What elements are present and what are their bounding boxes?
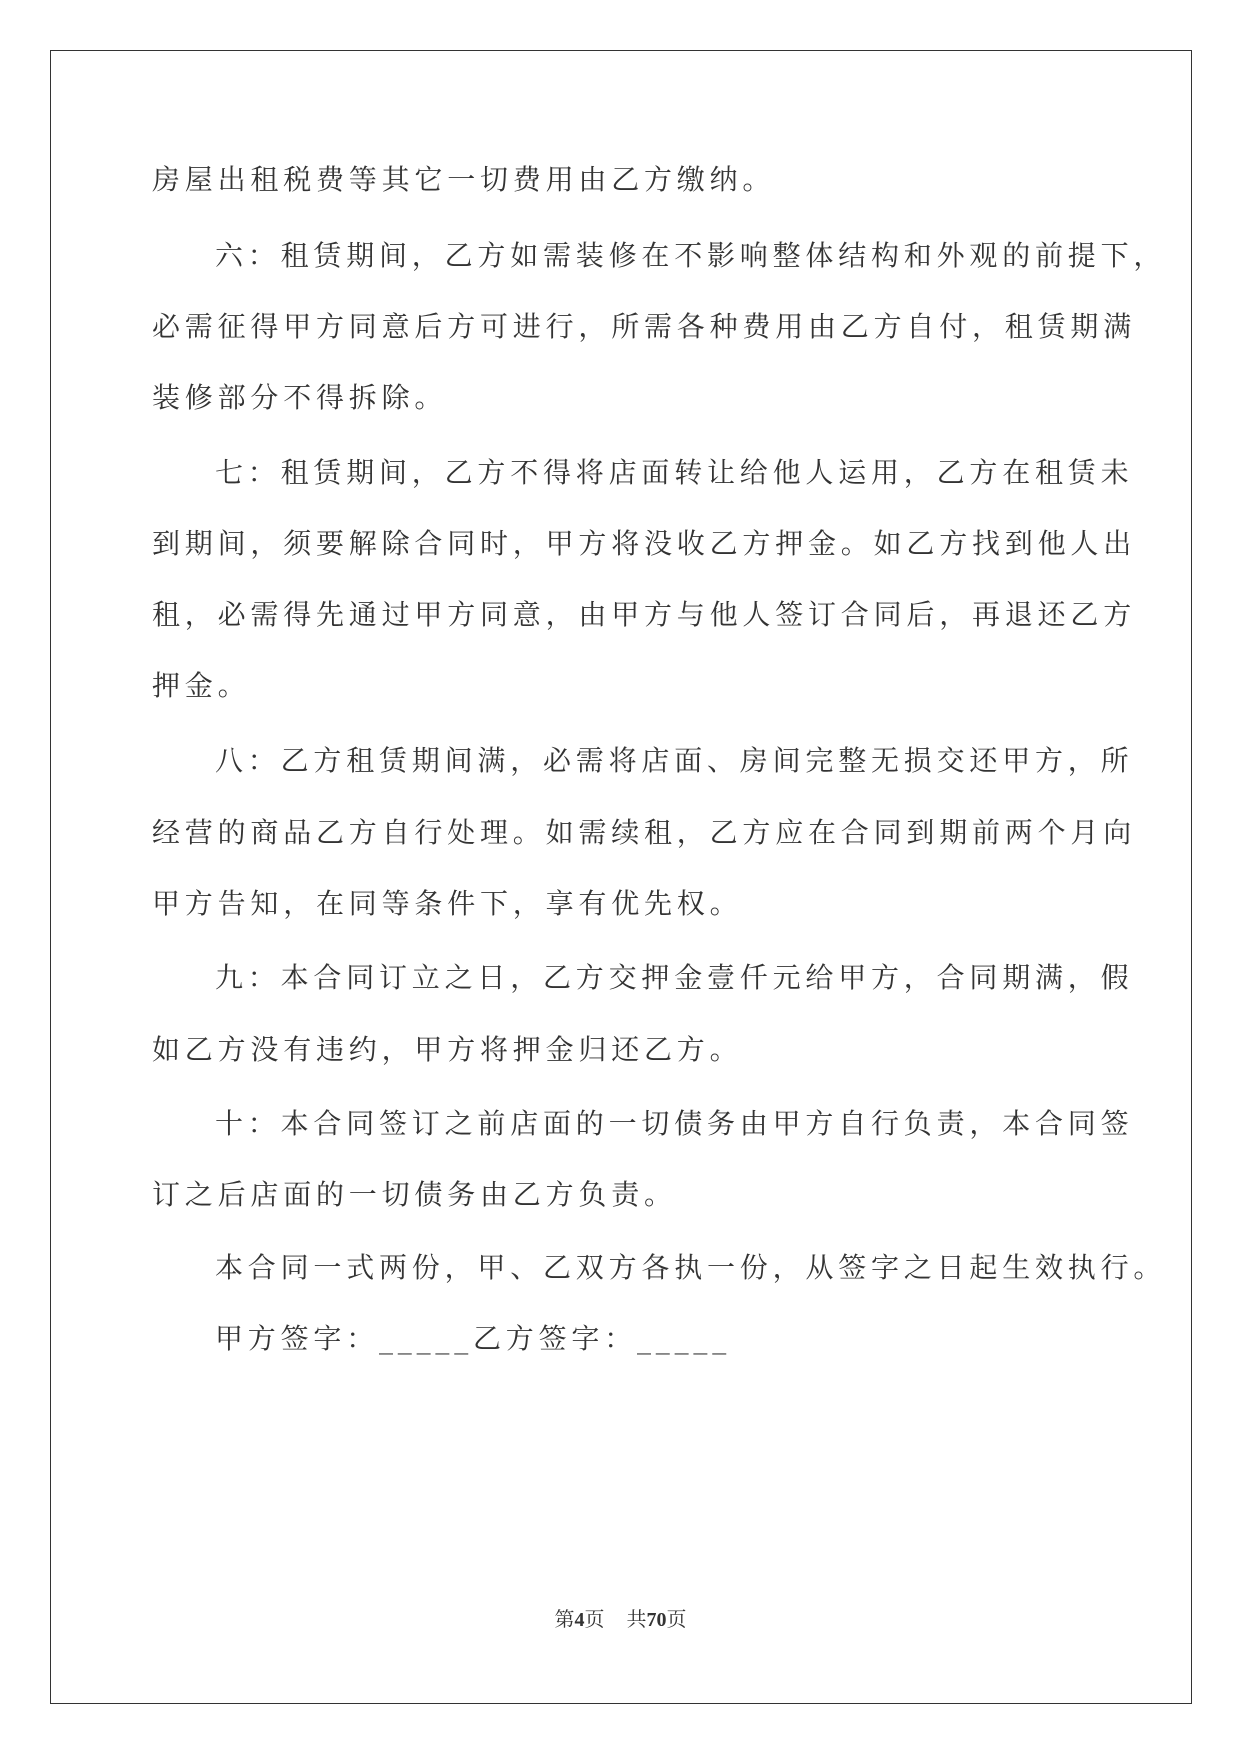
copies-statement: 本合同一式两份，甲、乙双方各执一份，从签字之日起生效执行。 (215, 1251, 1167, 1284)
paragraph-line: 房屋出租税费等其它一切费用由乙方缴纳。 (152, 163, 776, 196)
page-suffix: 页 (584, 1609, 605, 1631)
paragraph-line: 经营的商品乙方自行处理。如需续租，乙方应在合同到期前两个月向 (152, 816, 1137, 849)
paragraph-line: 租，必需得先通过甲方同意，由甲方与他人签订合同后，再退还乙方 (152, 598, 1137, 631)
total-suffix: 页 (666, 1609, 687, 1631)
paragraph-line: 如乙方没有违约，甲方将押金归还乙方。 (152, 1033, 743, 1066)
clause-6-line: 六：租赁期间，乙方如需装修在不影响整体结构和外观的前提下， (215, 239, 1167, 272)
signature-line: 甲方签字：_____乙方签字：_____ (215, 1322, 732, 1355)
paragraph-line: 必需征得甲方同意后方可进行，所需各种费用由乙方自付，租赁期满 (152, 310, 1137, 343)
paragraph-line: 押金。 (152, 669, 251, 702)
paragraph-line: 甲方告知，在同等条件下，享有优先权。 (152, 887, 743, 920)
page-number: 4 (574, 1609, 585, 1631)
clause-7-line: 七：租赁期间，乙方不得将店面转让给他人运用，乙方在租赁未 (215, 456, 1134, 489)
page-border (50, 50, 1192, 1704)
paragraph-line: 装修部分不得拆除。 (152, 381, 448, 414)
paragraph-line: 订之后店面的一切债务由乙方负责。 (152, 1178, 677, 1211)
clause-9-line: 九：本合同订立之日，乙方交押金壹仟元给甲方，合同期满，假 (215, 961, 1134, 994)
total-pages: 70 (646, 1609, 667, 1631)
page-prefix: 第 (554, 1609, 575, 1631)
page-footer (0, 1606, 1241, 1634)
clause-8-line: 八：乙方租赁期间满，必需将店面、房间完整无损交还甲方，所 (215, 744, 1134, 777)
total-prefix: 共 (626, 1609, 647, 1631)
clause-10-line: 十：本合同签订之前店面的一切债务由甲方自行负责，本合同签 (215, 1107, 1134, 1140)
paragraph-line: 到期间，须要解除合同时，甲方将没收乙方押金。如乙方找到他人出 (152, 527, 1137, 560)
